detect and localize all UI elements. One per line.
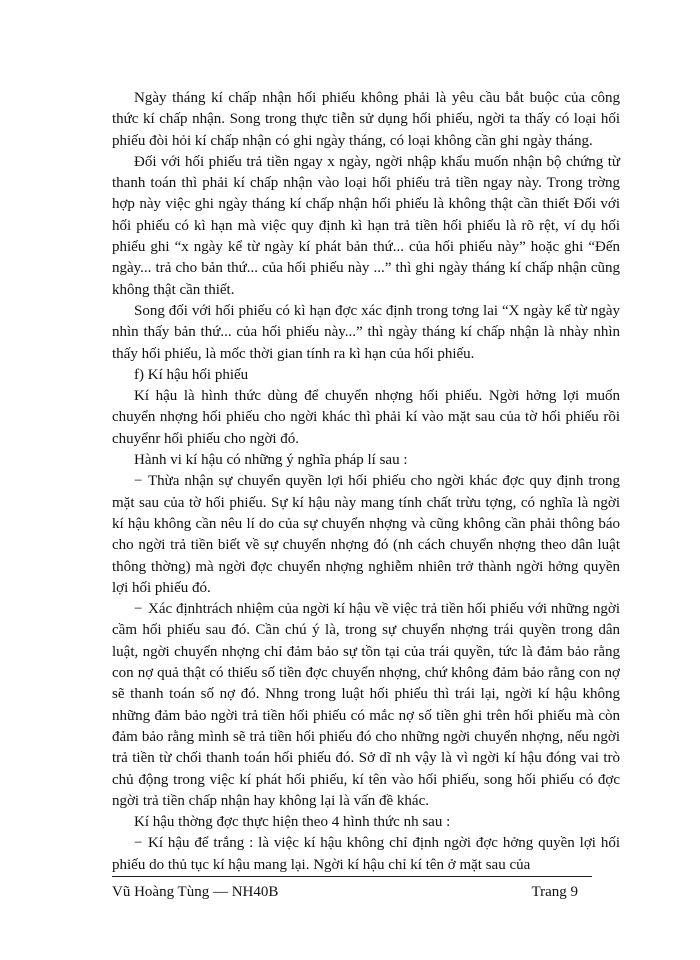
- bullet-text: Kí hậu để trắng : là việc kí hậu không chỉ định ngời đợc hởng quyền lợi hối phiếu do thủ tục kí hậu mang lại. Ngời kí hậu chỉ kí tên ở mặt sau của: [112, 835, 620, 873]
- section-heading-endorsement: f) Kí hậu hối phiếu: [134, 366, 249, 383]
- bullet-dash: −: [134, 835, 143, 852]
- bullet-item-blank-endorsement: [112, 833, 620, 876]
- bullet-item-transfer-rights: [112, 471, 620, 599]
- bullet-item-liability: [112, 599, 620, 812]
- page-number: Trang 9: [531, 884, 578, 900]
- footer-author: Vũ Hoàng Tùng — NH40B: [112, 884, 279, 900]
- bullet-dash: −: [134, 473, 143, 490]
- footer-divider: [112, 876, 592, 877]
- paragraph-acceptance-date: Ngày tháng kí chấp nhận hối phiếu không phải là yêu cầu bắt buộc của công thức kí chấp nhận. Song trong thực tiễn sử dụng hối phiếu, ngời ta thấy có loại hối phiếu đòi hỏi kí chấp nhận có ghi ngày tháng, có loại không cần ghi ngày tháng.: [112, 90, 620, 149]
- paragraph-endorsement-definition: Kí hậu là hình thức dùng để chuyển nhợng hối phiếu. Ngời hởng lợi muốn chuyển nhợng hối phiếu cho ngời khác thì phải kí vào mặt sau của tờ hối phiếu rồi chuyểnr hối phiếu cho ngời đó.: [112, 388, 620, 447]
- document-body: [112, 88, 620, 876]
- bullet-dash: −: [134, 601, 143, 618]
- page-footer: [112, 884, 578, 901]
- paragraph-endorsement-forms-intro: Kí hậu thờng đợc thực hiện theo 4 hình thức nh sau :: [134, 814, 451, 831]
- bullet-text: Thừa nhận sự chuyển quyền lợi hối phiếu cho ngời khác đợc quy định trong mặt sau của tờ hối phiếu. Sự kí hậu này mang tính chất trừu tợng, có nghĩa là ngời kí hậu không cần nêu lí do của sự chuyển nhợng và cũng không cần phải thông báo cho ngời trả tiền biết về sự chuyển nhợng đó (nh cách chuyển nhợng theo dân luật thông thờng) mà ngời đợc chuyển nhợng nghiễm nhiên trở thành ngời hởng quyền lợi hối phiếu đó.: [112, 473, 620, 596]
- paragraph-sight-draft: Đối với hối phiếu trả tiền ngay x ngày, ngời nhập khẩu muốn nhận bộ chứng từ thanh toán thì phải kí chấp nhận vào loại hối phiếu trả tiền ngay này. Trong trờng hợp này việc ghi ngày tháng kí chấp nhận hối phiếu là không thật cần thiết Đối với hối phiếu có kì hạn mà việc quy định kì hạn trả tiền hối phiếu là rõ rệt, ví dụ hối phiếu ghi “x ngày kể từ ngày kí phát bản thứ... của hối phiếu này” hoặc ghi “Đến ngày... trả cho bản thứ... của hối phiếu này ...” thì ghi ngày tháng kí chấp nhận cũng không thật cần thiết.: [112, 153, 620, 298]
- bullet-text: Xác địnhtrách nhiệm của ngời kí hậu về việc trả tiền hối phiếu với những ngời cầm hối phiếu sau đó. Cần chú ý là, trong sự chuyển nhợng trái quyền trong dân luật, ngời chuyển nhợng chỉ đảm bảo sự tồn tại của trái quyền, tức là đảm bảo rằng con nợ quả thật có thiếu số tiền đợc chuyển nhợng, chứ không đảm bảo rằng con nợ sẽ thanh toán số nợ đó. Nhng trong luật hối phiếu thì trái lại, ngời kí hậu không những đảm bảo ngời trả tiền hối phiếu có mắc nợ số tiền ghi trên hối phiếu mà còn đảm bảo rằng mình sẽ trả tiền hối phiếu đó cho những ngời chuyển nhợng, nếu ngời trả tiền từ chối thanh toán hối phiếu đó. Sở dĩ nh vậy là vì ngời kí hậu đóng vai trò chủ động trong việc kí phát hối phiếu, kí tên vào hối phiếu, song hối phiếu có đợc ngời trả tiền chấp nhận hay không lại là vấn đề khác.: [112, 601, 620, 809]
- paragraph-legal-meaning-intro: Hành vi kí hậu có những ý nghĩa pháp lí sau :: [134, 452, 408, 469]
- paragraph-term-draft: Song đối với hối phiếu có kì hạn đợc xác định trong tơng lai “X ngày kể từ ngày nhìn thấy bản thứ... của hối phiếu này...” thì ngày tháng kí chấp nhận là nhày nhìn thấy hối phiếu, là mốc thời gian tính ra kì hạn của hối phiếu.: [112, 302, 620, 362]
